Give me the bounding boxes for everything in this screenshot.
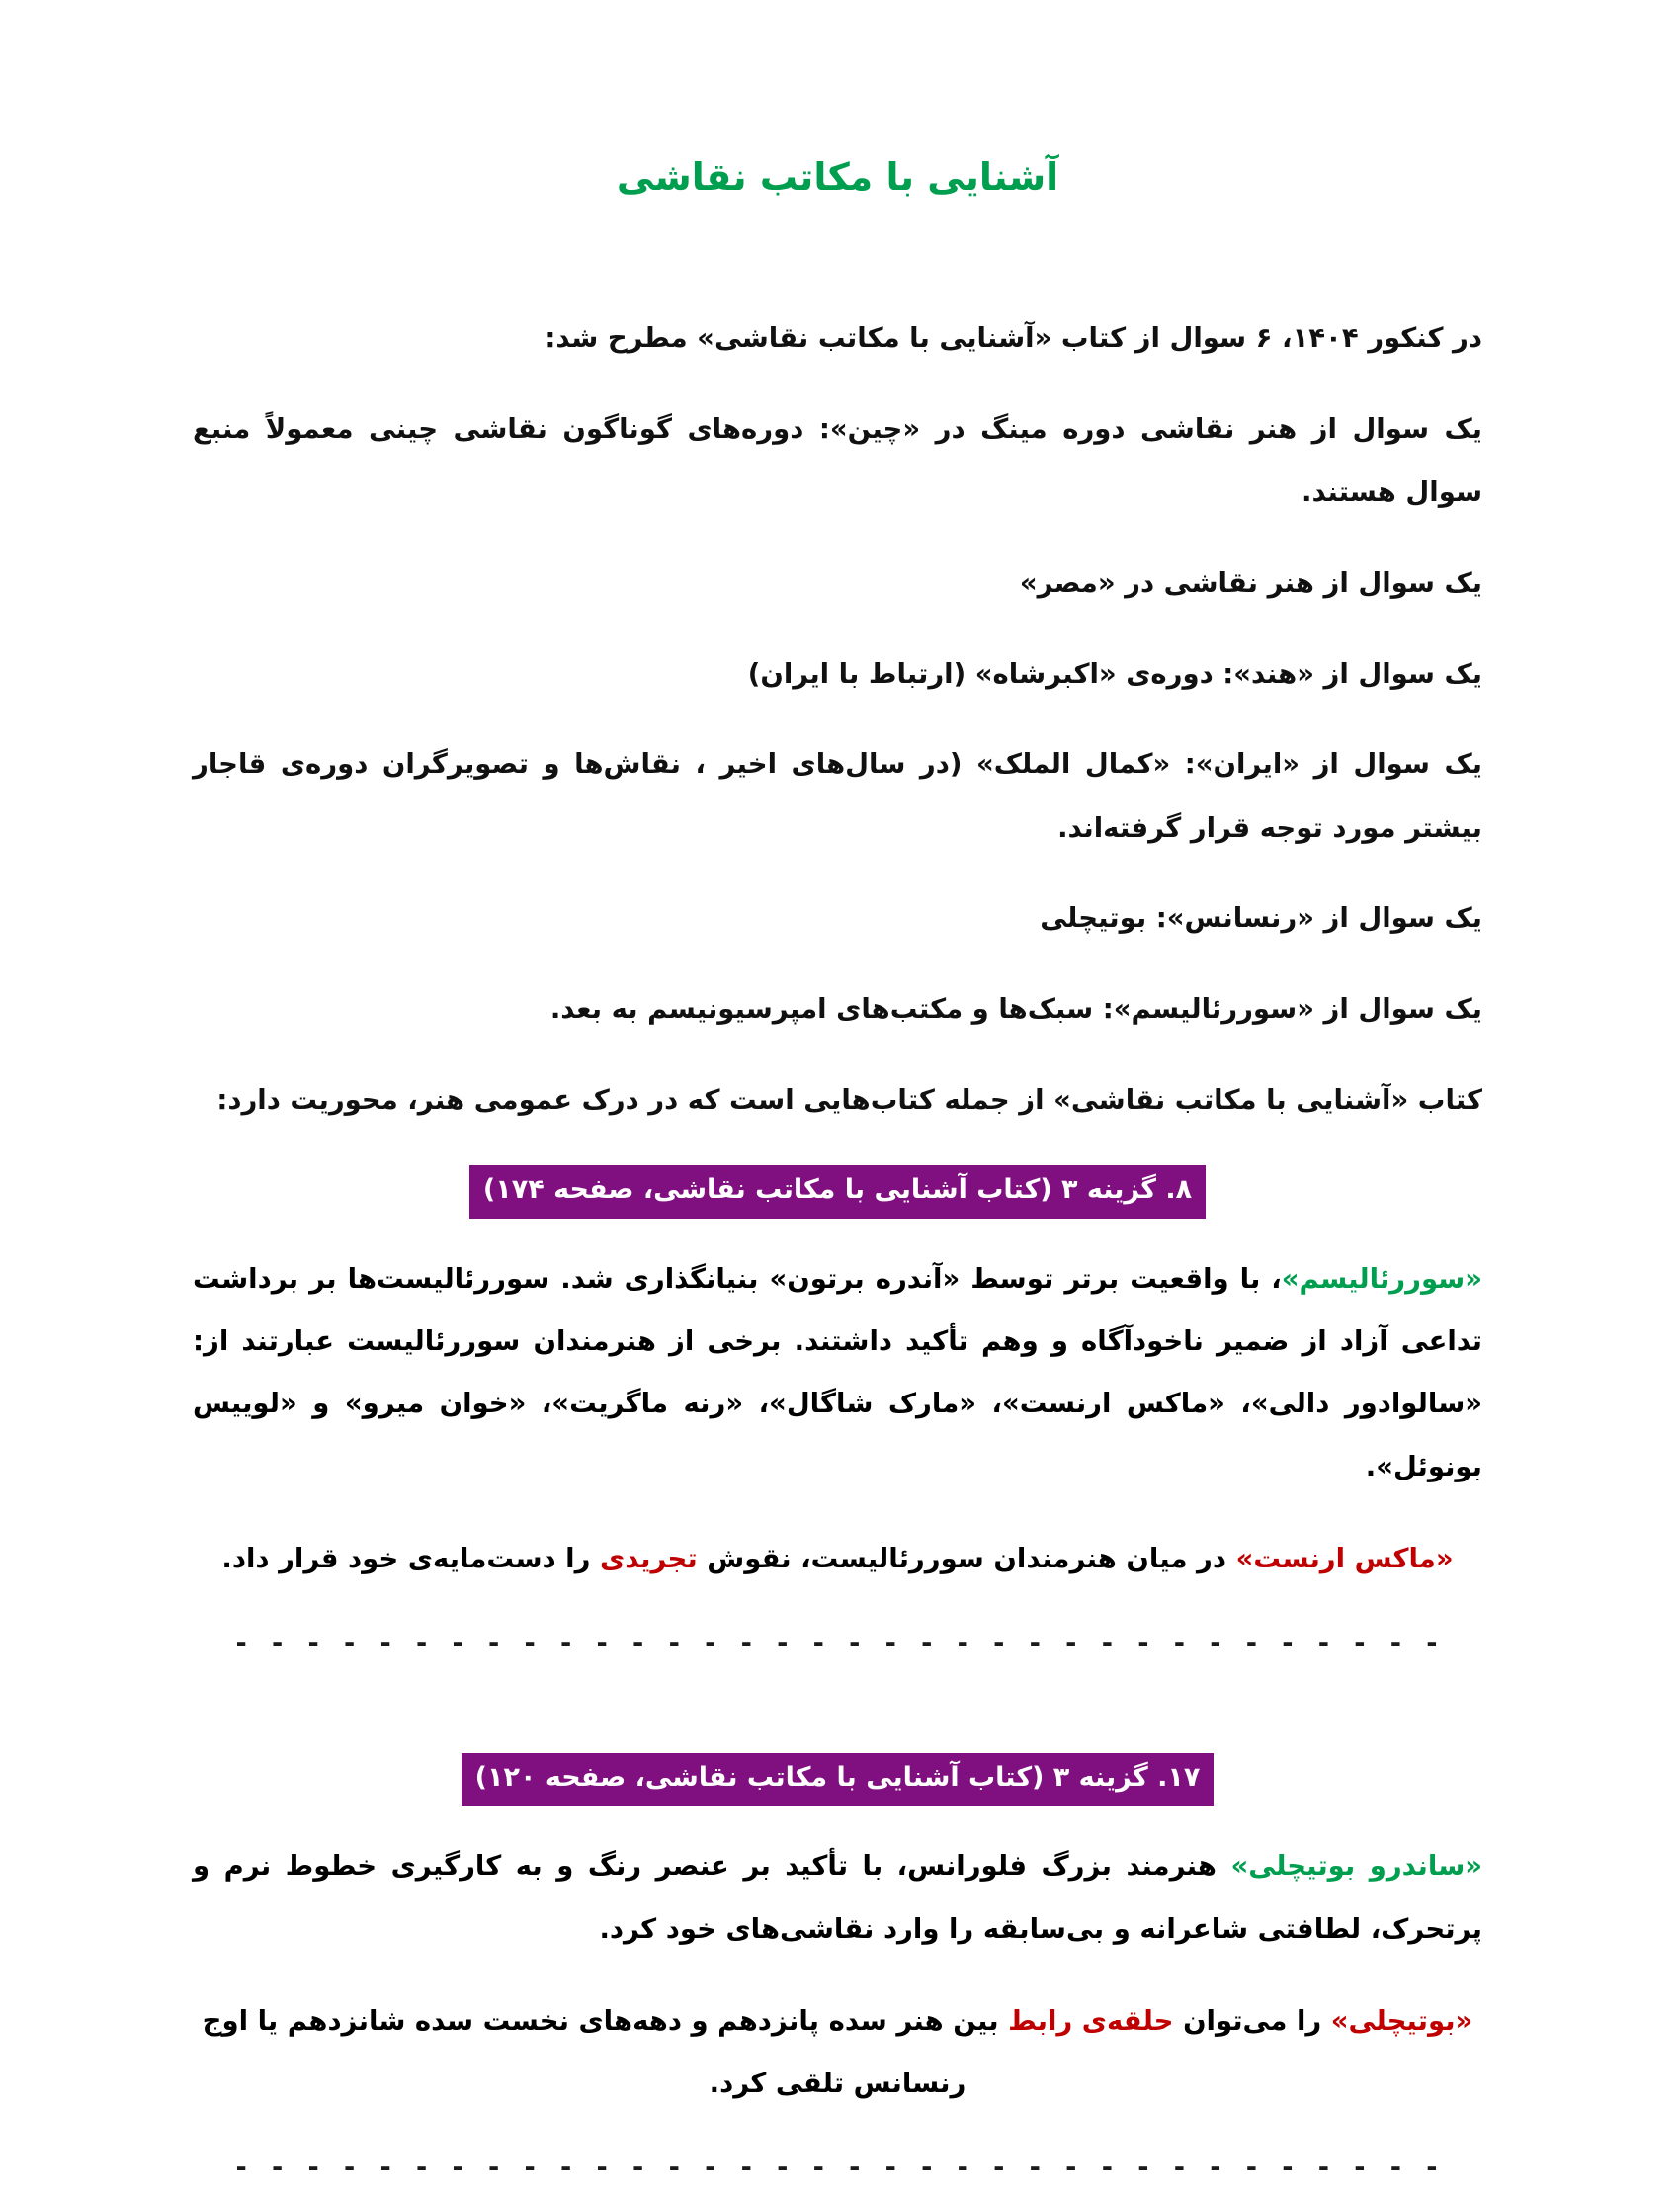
section-1-paragraph-1 — [193, 1248, 1482, 1498]
section-2-paragraph-1 — [193, 1835, 1482, 1961]
intro-lead-paragraph: در کنکور ۱۴۰۴، ۶ سوال از کتاب «آشنایی با مکاتب نقاشی» مطرح شد: — [545, 322, 1482, 355]
section-2-green-term: «ساندرو بوتیچلی» — [1230, 1850, 1482, 1883]
page-title: آشنایی با مکاتب نقاشی — [616, 155, 1059, 200]
section-1-paragraph-2-mid: در میان هنرمندان سوررئالیست، نقوش — [697, 1542, 1236, 1574]
section-1-red-term-1: «ماکس ارنست» — [1235, 1542, 1454, 1574]
section-heading-wrap-2 — [193, 1753, 1482, 1806]
intro-bullet-surrealism: یک سوال از «سوررئالیسم»: سبک‌ها و مکتب‌های امپرسیونیسم به بعد. — [549, 993, 1482, 1026]
section-heading-2: ۱۷. گزینه ۳ (کتاب آشنایی با مکاتب نقاشی، صفحه ۱۲۰) — [462, 1753, 1215, 1806]
section-heading-1: ۸. گزینه ۳ (کتاب آشنایی با مکاتب نقاشی، صفحه ۱۷۴) — [469, 1165, 1206, 1218]
intro-bullet-egypt: یک سوال از هنر نقاشی در «مصر» — [1019, 566, 1482, 599]
section-1-red-term-2: تجریدی — [600, 1542, 698, 1574]
section-1-paragraph-2 — [193, 1528, 1482, 1590]
section-divider-1: - - - - - - - - - - - - - - - - - - - - - - - - - - - - - - - - - - — [232, 1628, 1443, 1659]
intro-bullet-india: یک سوال از «هند»: دوره‌ی «اکبرشاه» (ارتباط با ایران) — [747, 657, 1482, 690]
section-gap-1 — [193, 1702, 1482, 1720]
section-2-paragraph-1-rest: هنرمند بزرگ فلورانس، با تأکید بر عنصر رنگ و به کارگیری خطوط نرم و پرتحرک، لطافتی شاعرانه و بی‌سابقه را وارد نقاشی‌های خود کرد. — [193, 1850, 1482, 1945]
intro-bullet-china: یک سوال از هنر نقاشی دوره مینگ در «چین»: دوره‌های گوناگون نقاشی چینی معمولاً منبع سوال هستند. — [193, 412, 1482, 509]
section-2-paragraph-2-tail: بین هنر سده پانزدهم و دهه‌های نخست سده شانزدهم یا اوج رنسانس تلقی کرد. — [202, 2004, 1009, 2100]
section-divider-2: - - - - - - - - - - - - - - - - - - - - - - - - - - - - - - - - - - — [232, 2153, 1443, 2184]
section-2-red-term-1: «بوتیچلی» — [1330, 2004, 1473, 2037]
intro-bullet-iran: یک سوال از «ایران»: «کمال الملک» (در سال‌های اخیر ، نقاش‌ها و تصویرگران دوره‌ی قاجار بیشتر مورد توجه قرار گرفته‌اند. — [193, 748, 1482, 844]
section-2-paragraph-2 — [193, 1990, 1482, 2116]
title-spacer — [193, 229, 1482, 306]
intro-closing-paragraph: کتاب «آشنایی با مکاتب نقاشی» از جمله کتاب‌هایی است که در درک عمومی هنر، محوریت دارد: — [216, 1083, 1482, 1116]
section-1-paragraph-1-rest: ، با واقعیت برتر توسط «آندره برتون» بنیانگذاری شد. سوررئالیست‌ها بر برداشت تداعی آزاد از ضمیر ناخودآگاه و وهم تأکید داشتند. برخی از هنرمندان سوررئالیست عبارتند از: «سالوادور دالی»، «ماکس ارنست»، «مارک شاگال»، «رنه ماگریت»، «خوان میرو» و «لوییس بونوئل». — [193, 1262, 1482, 1482]
section-heading-wrap-1 — [193, 1165, 1482, 1218]
section-1-green-term: «سوررئالیسم» — [1281, 1262, 1482, 1295]
document-page — [0, 25, 1680, 2199]
section-2-paragraph-2-mid: را می‌توان — [1173, 2004, 1331, 2037]
section-1-paragraph-2-tail: را دست‌مایه‌ی خود قرار داد. — [221, 1542, 601, 1574]
section-2-red-term-2: حلقه‌ی رابط — [1008, 2004, 1174, 2037]
intro-bullet-renaissance: یک سوال از «رنسانس»: بوتیچلی — [1040, 902, 1482, 935]
